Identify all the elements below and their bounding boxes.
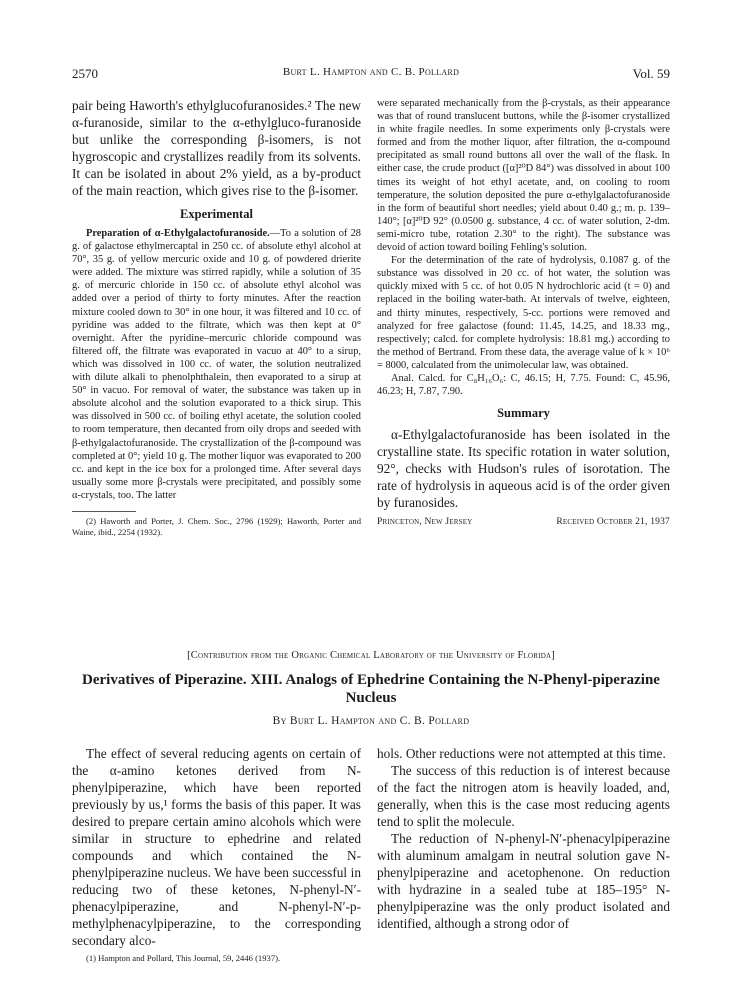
footnote-rule	[72, 511, 136, 512]
hydrolysis-paragraph: For the determination of the rate of hydrolysis, 0.1087 g. of the substance was dissolved in 20 cc. of hot water, the solution was quickly mixed with 5 cc. of hot 0.05 N hydrochloric acid (t = 0) and replaced in the boiling water-bath. At intervals of twelve, eighteen, and thirty minutes, respectively, 5-cc. portions were removed and analyzed for free galactose (found: 11.45, 14.25, and 18.33 mg., respectively; calcd. for complete hydrolysis: 18.81 mg.) according to the method of Bertrand. From these data, the average value of k × 10⁶ = 8000, calculated from the unimolecular law, was obtained.	[377, 255, 670, 371]
prep-text: —To a solution of 28 g. of galactose ethylmercaptal in 250 cc. of absolute ethyl alcohol at 70°, 35 g. of yellow mercuric oxide and 10 g. of powdered drierite were added. The mixture was stirred rapidly, while a solution of 35 g. of mercuric chloride in 150 cc. of absolute ethyl alcohol was added over a period of thirty to forty minutes. After the reaction mixture cooled down to 30° in one hour, it was filtered and 10 cc. of pyridine was added to the filtrate, which was then kept at 0° overnight. After the pyridine–mercuric chloride compound was filtered off, the filtrate was evaporated in vacuo at 40° to a sirup, which was dissolved in 100 cc. of water, the solution neutralized with dilute alkali to phenolphthalein, then evaporated to a sirup at 50° in vacuo. For removal of water, the substance was taken up in absolute alcohol and the solution evaporated to a thick sirup. This was dissolved in 500 cc. of boiling ethyl acetate, the solution cooled to room temperature, then decanted from oily drops and seeded with β-ethylgalactofuranoside. The crystallization of the β-compound was completed at 0°; yield 10 g. The mother liquor was evaporated to 200 cc. and kept in the ice box for a prolonged time. After several days usually some more β-crystals were precipitated, and possibly some α-crystals, too. The latter	[72, 228, 361, 501]
footnote-2: (2) Haworth and Porter, J. Chem. Soc., 2796 (1929); Haworth, Porter and Waine, ibid., 2254 (1932).	[72, 515, 361, 537]
intro-paragraph: pair being Haworth's ethylglucofuranosides.² The new α-furanoside, similar to the α-ethylgluco-furanoside but unlike the corresponding β-isomers, is not hygroscopic and crystallizes readily from its solvents. It can be isolated in about 2% yield, as a by-product of the main reaction, which gives rise to the β-isomer.	[72, 98, 361, 198]
summary-heading: Summary	[497, 406, 550, 421]
prev-article-right-column	[377, 97, 670, 527]
continuation-paragraph: hols. Other reductions were not attempted at this time.	[377, 746, 666, 761]
contribution-line: [Contribution from the Organic Chemical Laboratory of the University of Florida]	[187, 650, 555, 661]
crystal-paragraph: were separated mechanically from the β-crystals, as their appearance was that of round translucent buttons, while the β-isomer crystallized in white fragile needles. In some experiments only β-crystals were formed and from the mother liquor, after filtration, the α-compound precipitated as small round buttons all over the wall of the flask. In either case, the crude product ([α]²⁰D 84°) was dissolved in about 100 times its weight of hot ethyl acetate, and, on cooling to room temperature, the solution deposited the pure α-ethylgalactofuranoside in the form of beautiful short needles; yield about 0.40 g.; m. p. 139–140°; [α]²⁰D 92° (0.0500 g. substance, 4 cc. of water solution, 2-dm. semi-micro tube, rotation 2.30° to the right). The substance was devoid of action toward boiling Fehling's solution.	[377, 98, 670, 254]
intro-paragraph-new: The effect of several reducing agents on certain of the α-amino ketones derived from N-phenylpiperazine, which have been reported previously by us,¹ forms the basis of this paper. It was desired to prepare certain amino alcohols which were similar in structure to ephedrine and related compounds and which contained the N-phenylpiperazine nucleus. We have been successful in reducing two of these ketones, N-phenyl-N′-phenacylpiperazine, and N-phenyl-N′-p-methylphenacylpiperazine, to the corresponding secondary alco-	[72, 746, 361, 948]
article-title: Derivatives of Piperazine. XIII. Analogs of Ephedrine Containing the N-Phenyl-piperazine Nucleus	[82, 672, 660, 706]
place-label: Princeton, New Jersey	[377, 517, 473, 528]
experimental-heading: Experimental	[180, 207, 253, 221]
experimental-paragraph	[72, 227, 361, 502]
volume-label: Vol. 59	[632, 66, 670, 81]
prep-title: Preparation of α-Ethylgalactofuranoside.	[86, 228, 270, 239]
success-paragraph: The success of this reduction is of interest because of the fact the nitrogen atom is heavily loaded, and, generally, when this is the case most reducing agents tend to split the molecule.	[377, 763, 670, 829]
article-footer	[377, 517, 670, 527]
footnote-1: (1) Hampton and Pollard, This Journal, 59, 2446 (1937).	[86, 953, 281, 963]
article-authors: By Burt L. Hampton and C. B. Pollard	[272, 715, 470, 727]
new-article-left-column	[72, 745, 361, 964]
page-number: 2570	[72, 66, 98, 81]
summary-paragraph: α-Ethylgalactofuranoside has been isolated in the crystalline state. Its specific rotation in water solution, 92°, checks with Hudson's rules of isorotation. The rate of hydrolysis in aqueous acid is of the order given by furanosides.	[377, 427, 670, 511]
received-label: Received October 21, 1937	[556, 517, 670, 528]
analysis-paragraph: Anal. Calcd. for C₈H₁₆O₆: C, 46.15; H, 7.75. Found: C, 45.96, 46.23; H, 7.87, 7.90.	[377, 372, 670, 398]
prev-article-left-column	[72, 97, 361, 538]
running-header	[72, 66, 670, 82]
new-article-right-column	[377, 745, 670, 932]
reduction-paragraph: The reduction of N-phenyl-N′-phenacylpiperazine with aluminum amalgam in neutral solution gave N-phenylpiperazine and acetophenone. On reduction with hydrazine in a sealed tube at 185–195° N-phenylpiperazine was the only product isolated and identified, although a strong odor of	[377, 831, 670, 931]
running-title: Burt L. Hampton and C. B. Pollard	[282, 66, 460, 78]
